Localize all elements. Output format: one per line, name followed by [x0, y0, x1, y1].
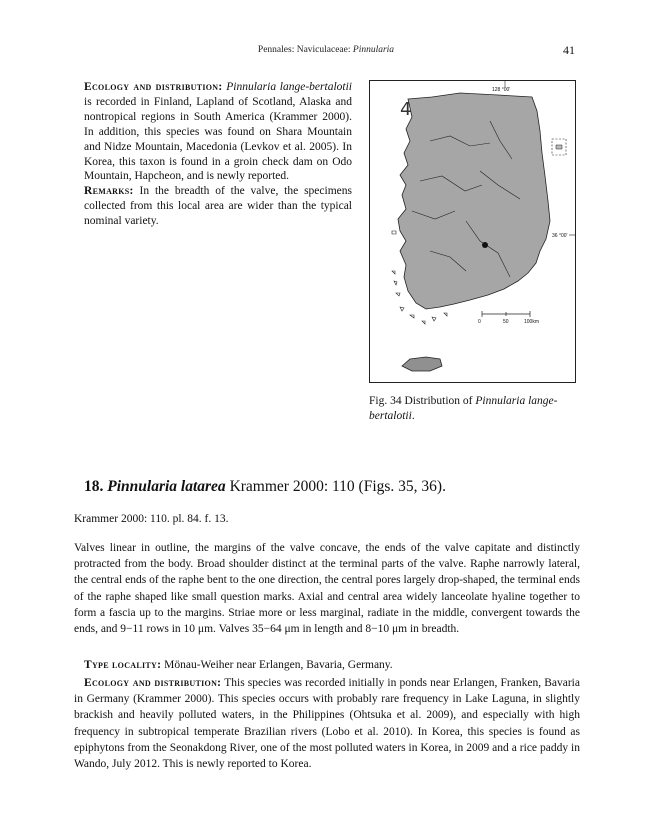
header-genus: Pinnularia [352, 45, 395, 55]
ecology-label: Ecology and distribution: [84, 81, 223, 93]
left-column [84, 80, 352, 229]
remarks-paragraph [84, 184, 352, 229]
description-paragraph: Valves linear in outline, the margins of the valve concave, the ends of the valve capitate and distinctly protracted from the body. Broad shoulder distinct at the terminal parts of the valve. Raphe narrowly lateral, the central ends of the raphe bent to the one direction, the central pores largely drop-shaped, the terminal ends of the raphe shaped like small question marks. Axial and central area widely lanceolate hyaline together to form a fascia up to the margins. Striae more or less marginal, radiate in the middle, convergent towards the ends, and 9−11 rows in 10 μm. Valves 35−64 μm in length and 8−10 μm in breadth. [74, 542, 580, 636]
section-authority: Krammer 2000: 110 (Figs. 35, 36). [225, 478, 446, 495]
jeju-island [402, 357, 442, 371]
type-locality-text: Mönau-Weiher near Erlangen, Bavaria, Germany. [161, 659, 393, 671]
ecology-text: is recorded in Finland, Lapland of Scotland, Alaska and nontropical regions in South America (Krammer 2000). In addition, this species was found on Shara Mountain and Nidze Mountain, Macedonia (Levkov et al. 2005). In Korea, this taxon is found in a groin check dam on Odo Mountain, Hapcheon, and is newly reported. [84, 95, 352, 183]
map-frame-number: 4 [400, 99, 412, 120]
scale-label-50: 50 [503, 319, 509, 325]
type-locality-paragraph [84, 659, 580, 671]
remarks-text: In the breadth of the valve, the specimens collected from this local area are wider than the typical nominal variety. [84, 185, 352, 228]
type-locality-label: Type locality: [84, 659, 162, 671]
longitude-label: 128 °00' [492, 87, 511, 93]
running-header [0, 45, 652, 55]
header-title-prefix: Pennales: Naviculaceae: [257, 45, 353, 55]
ecology-bottom-paragraph [74, 675, 580, 772]
scale-label-100: 100km [524, 319, 540, 325]
distribution-map [369, 80, 576, 383]
remarks-label: Remarks: [84, 185, 134, 198]
section-heading [84, 478, 584, 496]
caption-suffix: . [411, 410, 415, 422]
ecology-bottom-text: This species was recorded initially in ponds near Erlangen, Franken, Bavaria in Germany (Krammer 2000). This species occurs with probably rare frequency in Lake Laguna, in slightly brackish and heavily polluted waters, in the Philippines (Ohtsuka et al. 2009), and especially with high frequency in subtropical temperate Brazilian rivers (Lobo et al. 2010). In Korea, this species is found as epiphytons from the Seonakdong River, one of the most polluted waters in Korea, in 2009 and a rice paddy in Wando, July 2012. This is newly reported to Korea. [74, 677, 580, 771]
section-species: Pinnularia latarea [107, 478, 226, 495]
korea-map-svg [370, 81, 575, 382]
reference-line: Krammer 2000: 110. pl. 84. f. 13. [74, 513, 229, 525]
location-point [482, 242, 488, 248]
caption-prefix: Fig. 34 Distribution of [369, 395, 476, 407]
ecology-bottom-label: Ecology and distribution: [84, 677, 222, 689]
peninsula-landmass [398, 93, 550, 309]
species-name: Pinnularia lange-bertalotii [226, 81, 352, 93]
caption-species: Pinnularia lange-bertalotii [369, 395, 558, 422]
scale-label-0: 0 [478, 319, 481, 325]
ecology-paragraph [84, 80, 352, 184]
scale-bar [482, 311, 530, 317]
figure-caption [369, 394, 579, 424]
page-number: 41 [563, 43, 575, 57]
ulleungdo-island [556, 145, 562, 149]
latitude-label: 36 °00' [552, 233, 568, 239]
section-number: 18. [84, 478, 104, 495]
